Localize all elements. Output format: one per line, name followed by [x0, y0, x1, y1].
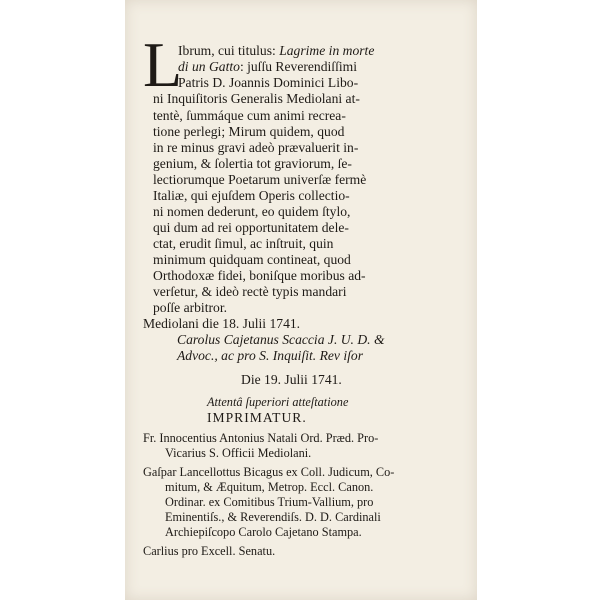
text-line: Ordinar. ex Comitibus Trium-Vallium, pro	[165, 495, 374, 509]
text-line: Carlius pro Excell. Senatu.	[143, 544, 276, 558]
signature-line: Carolus Cajetanus Scaccia J. U. D. &	[177, 332, 385, 347]
text-line: Eminentiſs., & Reverendiſs. D. D. Cardinali	[165, 510, 381, 524]
text-line: di un Gatto: juſſu Reverendiſſimi	[178, 59, 357, 74]
text-line: Italiæ, qui ejuſdem Operis collectio-	[153, 188, 350, 203]
text-line: Ibrum, cui titulus: Lagrime in morte	[178, 43, 375, 58]
text-line: mitum, & Æquitum, Metrop. Eccl. Canon.	[165, 480, 374, 494]
text-line: poſſe arbitror.	[153, 300, 227, 315]
text-line: qui dum ad rei opportunitatem dele-	[153, 220, 349, 235]
attestation-line: Attentâ ſuperiori atteſtatione	[207, 395, 349, 409]
text-line: ctat, erudit ſimul, ac inſtruit, quin	[153, 236, 334, 251]
text-line: in re minus gravi adeò prævaluerit in-	[153, 140, 359, 155]
text-line: Orthodoxæ fidei, boniſque moribus ad-	[153, 268, 366, 283]
text-line: minimum quidquam contineat, quod	[153, 252, 351, 267]
text-line: Gaſpar Lancellottus Bicagus ex Coll. Judicum, Co-	[143, 465, 395, 479]
text-line: lectiorumque Poetarum univerſæ fermè	[153, 172, 367, 187]
text-line: genium, & ſolertia tot graviorum, ſe-	[153, 156, 352, 171]
text-line: ni Inquiſitoris Generalis Mediolani at-	[153, 91, 360, 106]
text-line: tione perlegi; Mirum quidem, quod	[153, 124, 345, 139]
text-line: tentè, ſummáque cum animi recrea-	[153, 108, 346, 123]
text-line: Vicarius S. Officii Mediolani.	[165, 446, 312, 460]
text-line: ni nomen dederunt, eo quidem ſtylo,	[153, 204, 351, 219]
second-date: Die 19. Julii 1741.	[241, 372, 342, 387]
text-line: Archiepiſcopo Carolo Cajetano Stampa.	[165, 525, 362, 539]
signature-line: Advoc., ac pro S. Inquiſit. Rev iſor	[177, 348, 363, 363]
imprimatur-heading: IMPRIMATUR.	[207, 410, 307, 425]
text-line: verſetur, & ideò rectè typis mandari	[153, 284, 347, 299]
date-line: Mediolani die 18. Julii 1741.	[143, 316, 301, 331]
drop-cap: L	[143, 29, 183, 100]
text-line: Fr. Innocentius Antonius Natali Ord. Præd. Pro-	[143, 431, 379, 445]
text-line: Patris D. Joannis Dominici Libo-	[178, 75, 359, 90]
book-page	[125, 0, 477, 600]
